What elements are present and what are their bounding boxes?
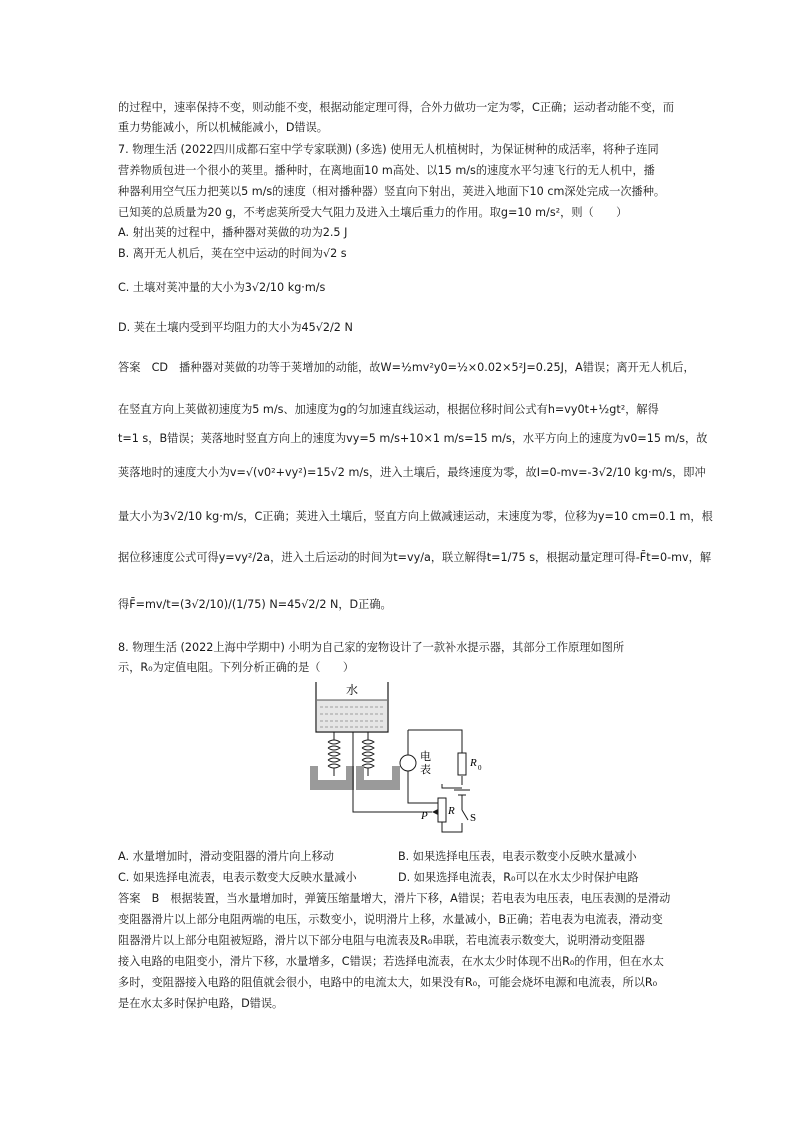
question-7-header: 7. 物理生活 (2022四川成都石室中学专家联测) (多选) 使用无人机植树时，为保证树种的成活率，将种子连同: [118, 143, 659, 156]
r0-sub: 0: [478, 764, 482, 772]
meter-label: 表: [420, 763, 431, 776]
water: [317, 700, 387, 731]
answer-7-line: 答案 CD 播种器对荚做的功等于荚增加的动能，故W=½mv²y0=½×0.02×5²J=0.25J，A错误；离开无人机后，: [118, 361, 695, 374]
meter-icon: [400, 755, 416, 771]
option-d: D. 如果选择电流表，R₀可以在水太少时保护电路: [398, 871, 639, 884]
answer-8-line: 阻器滑片以上部分电阻被短路，滑片以下部分电阻与电流表及R₀串联，若电流表示数变大，说明滑动变阻器: [118, 934, 645, 947]
option-c: C. 土壤对荚冲量的大小为3√2/10 kg·m/s: [118, 281, 326, 294]
meter-label: 电: [420, 750, 431, 763]
text-line: 已知荚的总质量为20 g，不考虑荚所受大气阻力及进入土壤后重力的作用。取g=10 m/s²，则（ ）: [118, 206, 628, 219]
option-a: A. 射出荚的过程中，播种器对荚做的功为2.5 J: [118, 226, 348, 239]
answer-8-line: 答案 B 根据装置，当水量增加时，弹簧压缩量增大，滑片下移，A错误；若电表为电压表，电压表测的是滑动: [118, 892, 671, 905]
option-b: B. 离开无人机后，荚在空中运动的时间为√2 s: [118, 247, 347, 260]
r-label: R: [448, 805, 455, 817]
resistor-r0: [458, 753, 466, 775]
answer-8-line: 是在水太多时保护电路，D错误。: [118, 997, 284, 1010]
slider-arrow: [432, 809, 438, 815]
answer-7-line: t=1 s，B错误；荚落地时竖直方向上的速度为vy=5 m/s+10×1 m/s=15 m/s，水平方向上的速度为v0=15 m/s，故: [118, 432, 708, 445]
water-label: 水: [346, 683, 359, 697]
answer-7-line: 量大小为3√2/10 kg·m/s，C正确；荚进入土壤后，竖直方向上做减速运动，末速度为零，位移为y=10 cm=0.1 m，根: [118, 510, 713, 523]
left-base: [310, 766, 354, 790]
answer-7-line: 得F̄=mv/t=(3√2/10)/(1/75) N=45√2/2 N，D正确。: [118, 598, 392, 611]
answer-8-line: 接入电路的电阻变小，滑片下移，水量增多，C错误；若选择电流表，在水太少时体现不出R₀的作用，但在水太: [118, 955, 664, 968]
option-c: C. 如果选择电流表，电表示数变大反映水量减小: [118, 871, 357, 884]
p-label: P: [421, 810, 428, 822]
question-8-header: 8. 物理生活 (2022上海中学期中) 小明为自己家的宠物设计了一款补水提示器，其部分工作原理如图所: [118, 641, 625, 654]
answer-8-line: 变阻器滑片以上部分电阻两端的电压，示数变小，说明滑片上移，水量减小，B正确；若电表为电流表，滑动变: [118, 913, 663, 926]
option-d: D. 荚在土壤内受到平均阻力的大小为45√2/2 N: [118, 321, 353, 334]
text-line: 种器利用空气压力把荚以5 m/s的速度（相对播种器）竖直向下射出，荚进入地面下10 cm深处完成一次播种。: [118, 185, 666, 198]
rheostat-r: [438, 798, 446, 822]
switch-label: S: [470, 812, 477, 824]
answer-7-line: 荚落地时的速度大小为v=√(v0²+vy²)=15√2 m/s，进入土壤后，最终速度为零，故I=0-mv=-3√2/10 kg·m/s，即冲: [118, 466, 706, 479]
answer-7-line: 据位移速度公式可得y=vy²/2a，进入土后运动的时间为t=vy/a，联立解得t=1/75 s，根据动量定理可得-F̄t=0-mv，解: [118, 551, 712, 564]
left-spring: [328, 732, 340, 776]
text-line: 示，R₀为定值电阻。下列分析正确的是（ ）: [118, 661, 355, 674]
option-a: A. 水量增加时，滑动变阻器的滑片向上移动: [118, 850, 334, 863]
text-line: 的过程中，速率保持不变，则动能不变，根据动能定理可得，合外力做功一定为零，C正确；运动者动能不变，而: [118, 101, 675, 114]
right-base: [356, 766, 400, 790]
answer-8-line: 多时，变阻器接入电路的阻值就会很小，电路中的电流太大，如果没有R₀，可能会烧坏电源和电流表，所以R₀: [118, 976, 658, 989]
answer-7-line: 在竖直方向上荚做初速度为5 m/s、加速度为g的匀加速直线运动，根据位移时间公式有h=vy0t+½gt²，解得: [118, 403, 659, 416]
text-line: 重力势能减小，所以机械能减小，D错误。: [118, 121, 328, 134]
water-level-circuit-diagram: [298, 680, 498, 842]
r0-label: R: [470, 757, 477, 769]
option-b: B. 如果选择电压表，电表示数变小反映水量减小: [398, 850, 637, 863]
text-line: 营养物质包进一个很小的荚里。播种时，在离地面10 m高处、以15 m/s的速度水平匀速飞行的无人机中，播: [118, 164, 655, 177]
